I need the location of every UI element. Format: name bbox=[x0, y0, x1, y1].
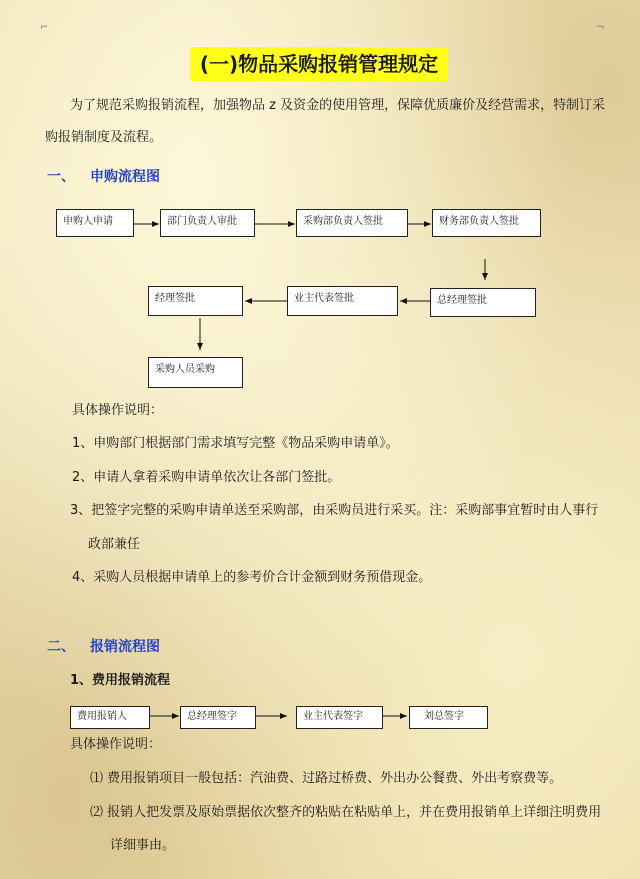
step1-item-4: 4、采购人员根据申请单上的参考价合计金额到财务预借现金。 bbox=[72, 570, 432, 585]
page-title: (一)物品采购报销管理规定 bbox=[190, 47, 448, 81]
flow1-dept-head-box: 部门负责人审批 bbox=[160, 209, 255, 237]
section-1-number: 一、 bbox=[47, 169, 75, 185]
flow1-gm-box: 总经理签批 bbox=[430, 288, 536, 317]
intro-line-2: 购报销制度及流程。 bbox=[45, 130, 163, 145]
corner-mark-right: ¬ bbox=[596, 22, 605, 33]
flow1-buyer-box: 采购人员采购 bbox=[148, 357, 243, 388]
step1-item-3-cont: 政部兼任 bbox=[88, 537, 141, 552]
flow2-owner-sign-box: 业主代表签字 bbox=[296, 706, 383, 729]
flow1-purchase-head-box: 采购部负责人签批 bbox=[296, 209, 408, 237]
step2-item-1: ⑴ 费用报销项目一般包括：汽油费、过路过桥费、外出办公餐费、外出考察费等。 bbox=[90, 771, 563, 786]
flow2-gm-sign-box: 总经理签字 bbox=[180, 706, 256, 729]
flow2-reporter-box: 费用报销人 bbox=[70, 706, 150, 729]
section-1-title: 申购流程图 bbox=[90, 169, 160, 185]
flow1-manager-box: 经理签批 bbox=[148, 286, 243, 316]
step1-item-1: 1、申购部门根据部门需求填写完整《物品采购申请单》。 bbox=[72, 436, 399, 451]
section-2-number: 二、 bbox=[47, 639, 75, 655]
step1-item-2: 2、申请人拿着采购申请单依次让各部门签批。 bbox=[72, 470, 341, 485]
flow2-liu-sign-box: 刘总签字 bbox=[409, 706, 488, 729]
intro-line-1: 为了规范采购报销流程，加强物品 z 及资金的使用管理，保障优质廉价及经营需求，特制订采 bbox=[70, 98, 606, 113]
flow1-apply-box: 申购人申请 bbox=[56, 209, 134, 237]
section-2-title: 报销流程图 bbox=[90, 639, 160, 655]
flow1-owner-rep-box: 业主代表签批 bbox=[287, 286, 398, 316]
corner-mark-left: ⌐ bbox=[40, 22, 49, 33]
step2-item-2-cont: 详细事由。 bbox=[110, 838, 176, 853]
flow1-finance-head-box: 财务部负责人签批 bbox=[432, 209, 541, 237]
step1-item-3: 3、把签字完整的采购申请单送至采购部，由采购员进行采买。注：采购部事宜暂时由人事行 bbox=[70, 503, 599, 518]
step2-item-2: ⑵ 报销人把发票及原始票据依次整齐的粘贴在粘贴单上，并在费用报销单上详细注明费用 bbox=[90, 805, 602, 820]
subsection-1-title: 1、费用报销流程 bbox=[70, 673, 171, 688]
ops-label-2: 具体操作说明： bbox=[70, 737, 162, 752]
ops-label-1: 具体操作说明： bbox=[72, 403, 164, 418]
